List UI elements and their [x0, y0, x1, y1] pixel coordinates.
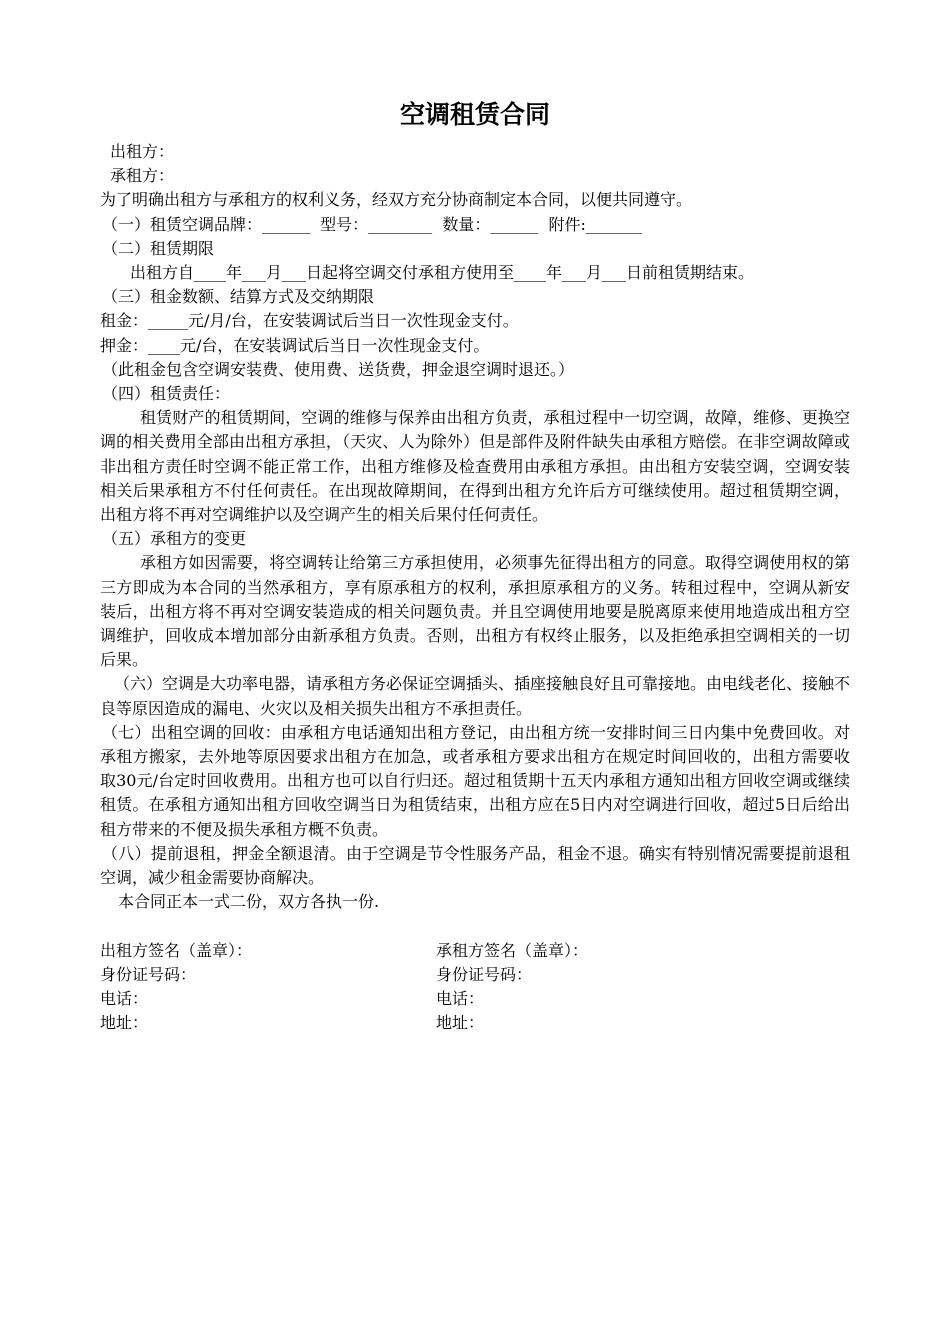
section-1-equipment: （一）租赁空调品牌：______ 型号：________ 数量：______ 附件:_______ — [102, 214, 642, 234]
section-5-heading: （五）承租方的变更 — [102, 529, 247, 549]
section-2-heading: （二）租赁期限 — [102, 238, 215, 258]
lessor-signature: 出租方签名（盖章）： — [100, 940, 253, 960]
lessor-label: 出租方： — [110, 142, 175, 161]
section-4-heading: （四）租赁责任： — [102, 384, 231, 404]
contract-document — [100, 98, 850, 1035]
signature-row-address — [100, 1011, 850, 1035]
deposit-line: 押金：____元/台，在安装调试后当日一次性现金支付。 — [100, 335, 490, 355]
document-title: 空调租赁合同 — [399, 100, 550, 129]
section-6-body: （六）空调是大功率电器，请承租方务必保证空调插头、插座接触良好且可靠接地。由电线老化、接触不良等原因造成的漏电、火灾以及相关损失出租方不承担责任。 — [100, 674, 851, 718]
section-7-body: （七）出租空调的回收：由承租方电话通知出租方登记，由出租方统一安排时间三日内集中免费回收。对承租方搬家，去外地等原因要求出租方在加急，或者承租方要求出租方在规定时间回收的，出租方需要收取30元/台定时回收费用。出租方也可以自行归还。超过租赁期十五天内承租方通知出租方回收空调或继续租赁。在承租方通知出租方回收空调当日为租赁结束，出租方应在5日内对空调进行回收，超过5日后给出租方带来的不便及损失承租方概不负责。 — [100, 722, 850, 839]
lessee-phone: 电话： — [436, 988, 485, 1008]
section-2-body: 出租方自____年___月___日起将空调交付承租方使用至____年___月___日前租赁期结束。 — [130, 263, 755, 283]
lessee-signature: 承租方签名（盖章）： — [436, 940, 589, 960]
section-8-body: （八）提前退租，押金全额退清。由于空调是节令性服务产品，租金不退。确实有特别情况需要提前退租空调，减少租金需要协商解决。 — [100, 843, 850, 888]
section-5-body: 承租方如因需要，将空调转让给第三方承担使用，必须事先征得出租方的同意。取得空调使用权的第三方即成为本合同的当然承租方，享有原承租方的权利，承担原承租方的义务。转租过程中，空调从新安装后，出租方将不再对空调安装造成的相关问题负责。并且空调使用地要是脱离原来使用地造成出租方空调维护，回收成本增加部分由新承租方负责。否则，出租方有权终止服务，以及拒绝承担空调相关的一切后果。 — [100, 553, 850, 670]
lessor-address: 地址： — [100, 1013, 149, 1033]
section-4-body: 租赁财产的租赁期间，空调的维修与保养由出租方负责，承租过程中一切空调，故障，维修、更换空调的相关费用全部由出租方承担，（天灾、人为除外）但是部件及附件缺失由承租方赔偿。在非空调故障或非出租方责任时空调不能正常工作，出租方维修及检查费用由承租方承担。由出租方安装空调，空调安装相关后果承租方不付任何责任。在出现故障期间，在得到出租方允许后方可继续使用。超过租赁期空调，出租方将不再对空调维护以及空调产生的相关后果付任何责任。 — [100, 408, 850, 525]
lessor-phone: 电话： — [100, 988, 149, 1008]
spacer — [100, 915, 850, 939]
lessee-label: 承租方： — [110, 166, 175, 186]
signature-row-id — [100, 963, 850, 987]
section-3-heading: （三）租金数额、结算方式及交纳期限 — [102, 287, 375, 307]
rent-line: 租金：_____元/月/台，在安装调试后当日一次性现金支付。 — [100, 311, 519, 331]
rent-note: （此租金包含空调安装费、使用费、送货费，押金退空调时退还。） — [102, 359, 575, 379]
signature-row-phone — [100, 987, 850, 1011]
closing-line: 本合同正本一式二份，双方各执一份. — [118, 892, 380, 912]
signature-row-sign — [100, 939, 850, 963]
lessee-address: 地址： — [436, 1013, 485, 1033]
intro-paragraph: 为了明确出租方与承租方的权利义务，经双方充分协商制定本合同，以便共同遵守。 — [100, 190, 693, 210]
lessor-id-number: 身份证号码： — [100, 964, 197, 984]
lessee-id-number: 身份证号码： — [436, 964, 533, 984]
